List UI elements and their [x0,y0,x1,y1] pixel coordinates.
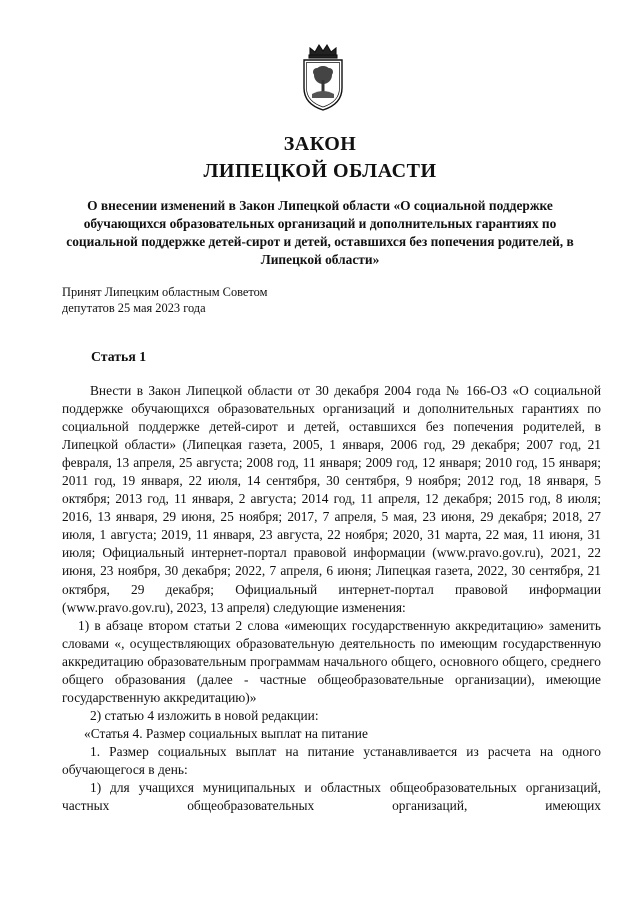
law-subject-heading: О внесении изменений в Закон Липецкой области «О социальной поддержке обучающихся образовательных организаций и дополнительных гарантиях по социальной поддержке детей-сирот и детей, оставшихся без попечения родителей, в Липецкой области» [66,198,574,267]
amendment-item-1: 1) в абзаце втором статьи 2 слова «имеющих государственную аккредитацию» заменить словами «, осуществляющих образовательную деятельность по имеющим государственную аккредитацию образовательным программам начального общего, основного общего, среднего общего образования (далее - частные общеобразовательные организации), имеющие государственную аккредитацию)» [62,617,601,705]
adoption-note [62,284,267,316]
quoted-paragraph-1: 1. Размер социальных выплат на питание устанавливается из расчета на одного обучающегося в день: [62,743,601,777]
quoted-article-heading: «Статья 4. Размер социальных выплат на питание [84,725,368,741]
article-heading: Статья 1 [91,349,147,364]
quoted-subitem-1: 1) для учащихся муниципальных и областных общеобразовательных организаций, частных общеобразовательных организаций, имеющих [62,780,601,814]
coat-of-arms-emblem [298,42,348,114]
amendment-item-2: 2) статью 4 изложить в новой редакции: [90,707,319,723]
adoption-note-line1: Принят Липецким областным Советом [62,285,268,299]
document-title-law: ЗАКОН [283,133,357,155]
document-title-region: ЛИПЕЦКОЙ ОБЛАСТИ [203,160,437,182]
article-body [62,382,601,815]
adoption-note-line2: депутатов 25 мая 2023 года [62,301,206,315]
article-intro-paragraph: Внести в Закон Липецкой области от 30 декабря 2004 года № 166-ОЗ «О социальной поддержке обучающихся образовательных организаций и дополнительных гарантиях по социальной поддержке детей-сирот и детей, оставшихся без попечения родителей, в Липецкой области» (Липецкая газета, 2005, 1 января, 2006 год, 29 декабря; 2007 год, 21 февраля, 13 апреля, 25 августа; 2008 год, 11 января; 2009 год, 12 января; 2010 год, 15 января; 2011 год, 19 января, 22 июля, 14 сентября, 30 сентября, 9 ноября; 2012 год, 18 января, 5 октября; 2013 год, 11 января, 2 августа; 2014 год, 11 апреля, 12 декабря; 2015 год, 8 июля; 2016, 13 января, 29 июня, 25 ноября; 2017, 7 апреля, 5 мая, 23 июня, 29 декабря; 2018, 27 июля, 1 августа; 2019, 11 января, 23 августа, 22 ноября; 2020, 31 марта, 22 мая, 11 июня, 31 июля; Официальный интернет-портал правовой информации (www.pravo.gov.ru), 2021, 22 июня, 23 ноября, 30 декабря; 2022, 7 апреля, 6 июня; Липецкая газета, 2022, 30 сентября, 21 октября, 29 декабря; Официальный интернет-портал правовой информации (www.pravo.gov.ru), 2023, 13 апреля) следующие изменения: [62,383,601,615]
